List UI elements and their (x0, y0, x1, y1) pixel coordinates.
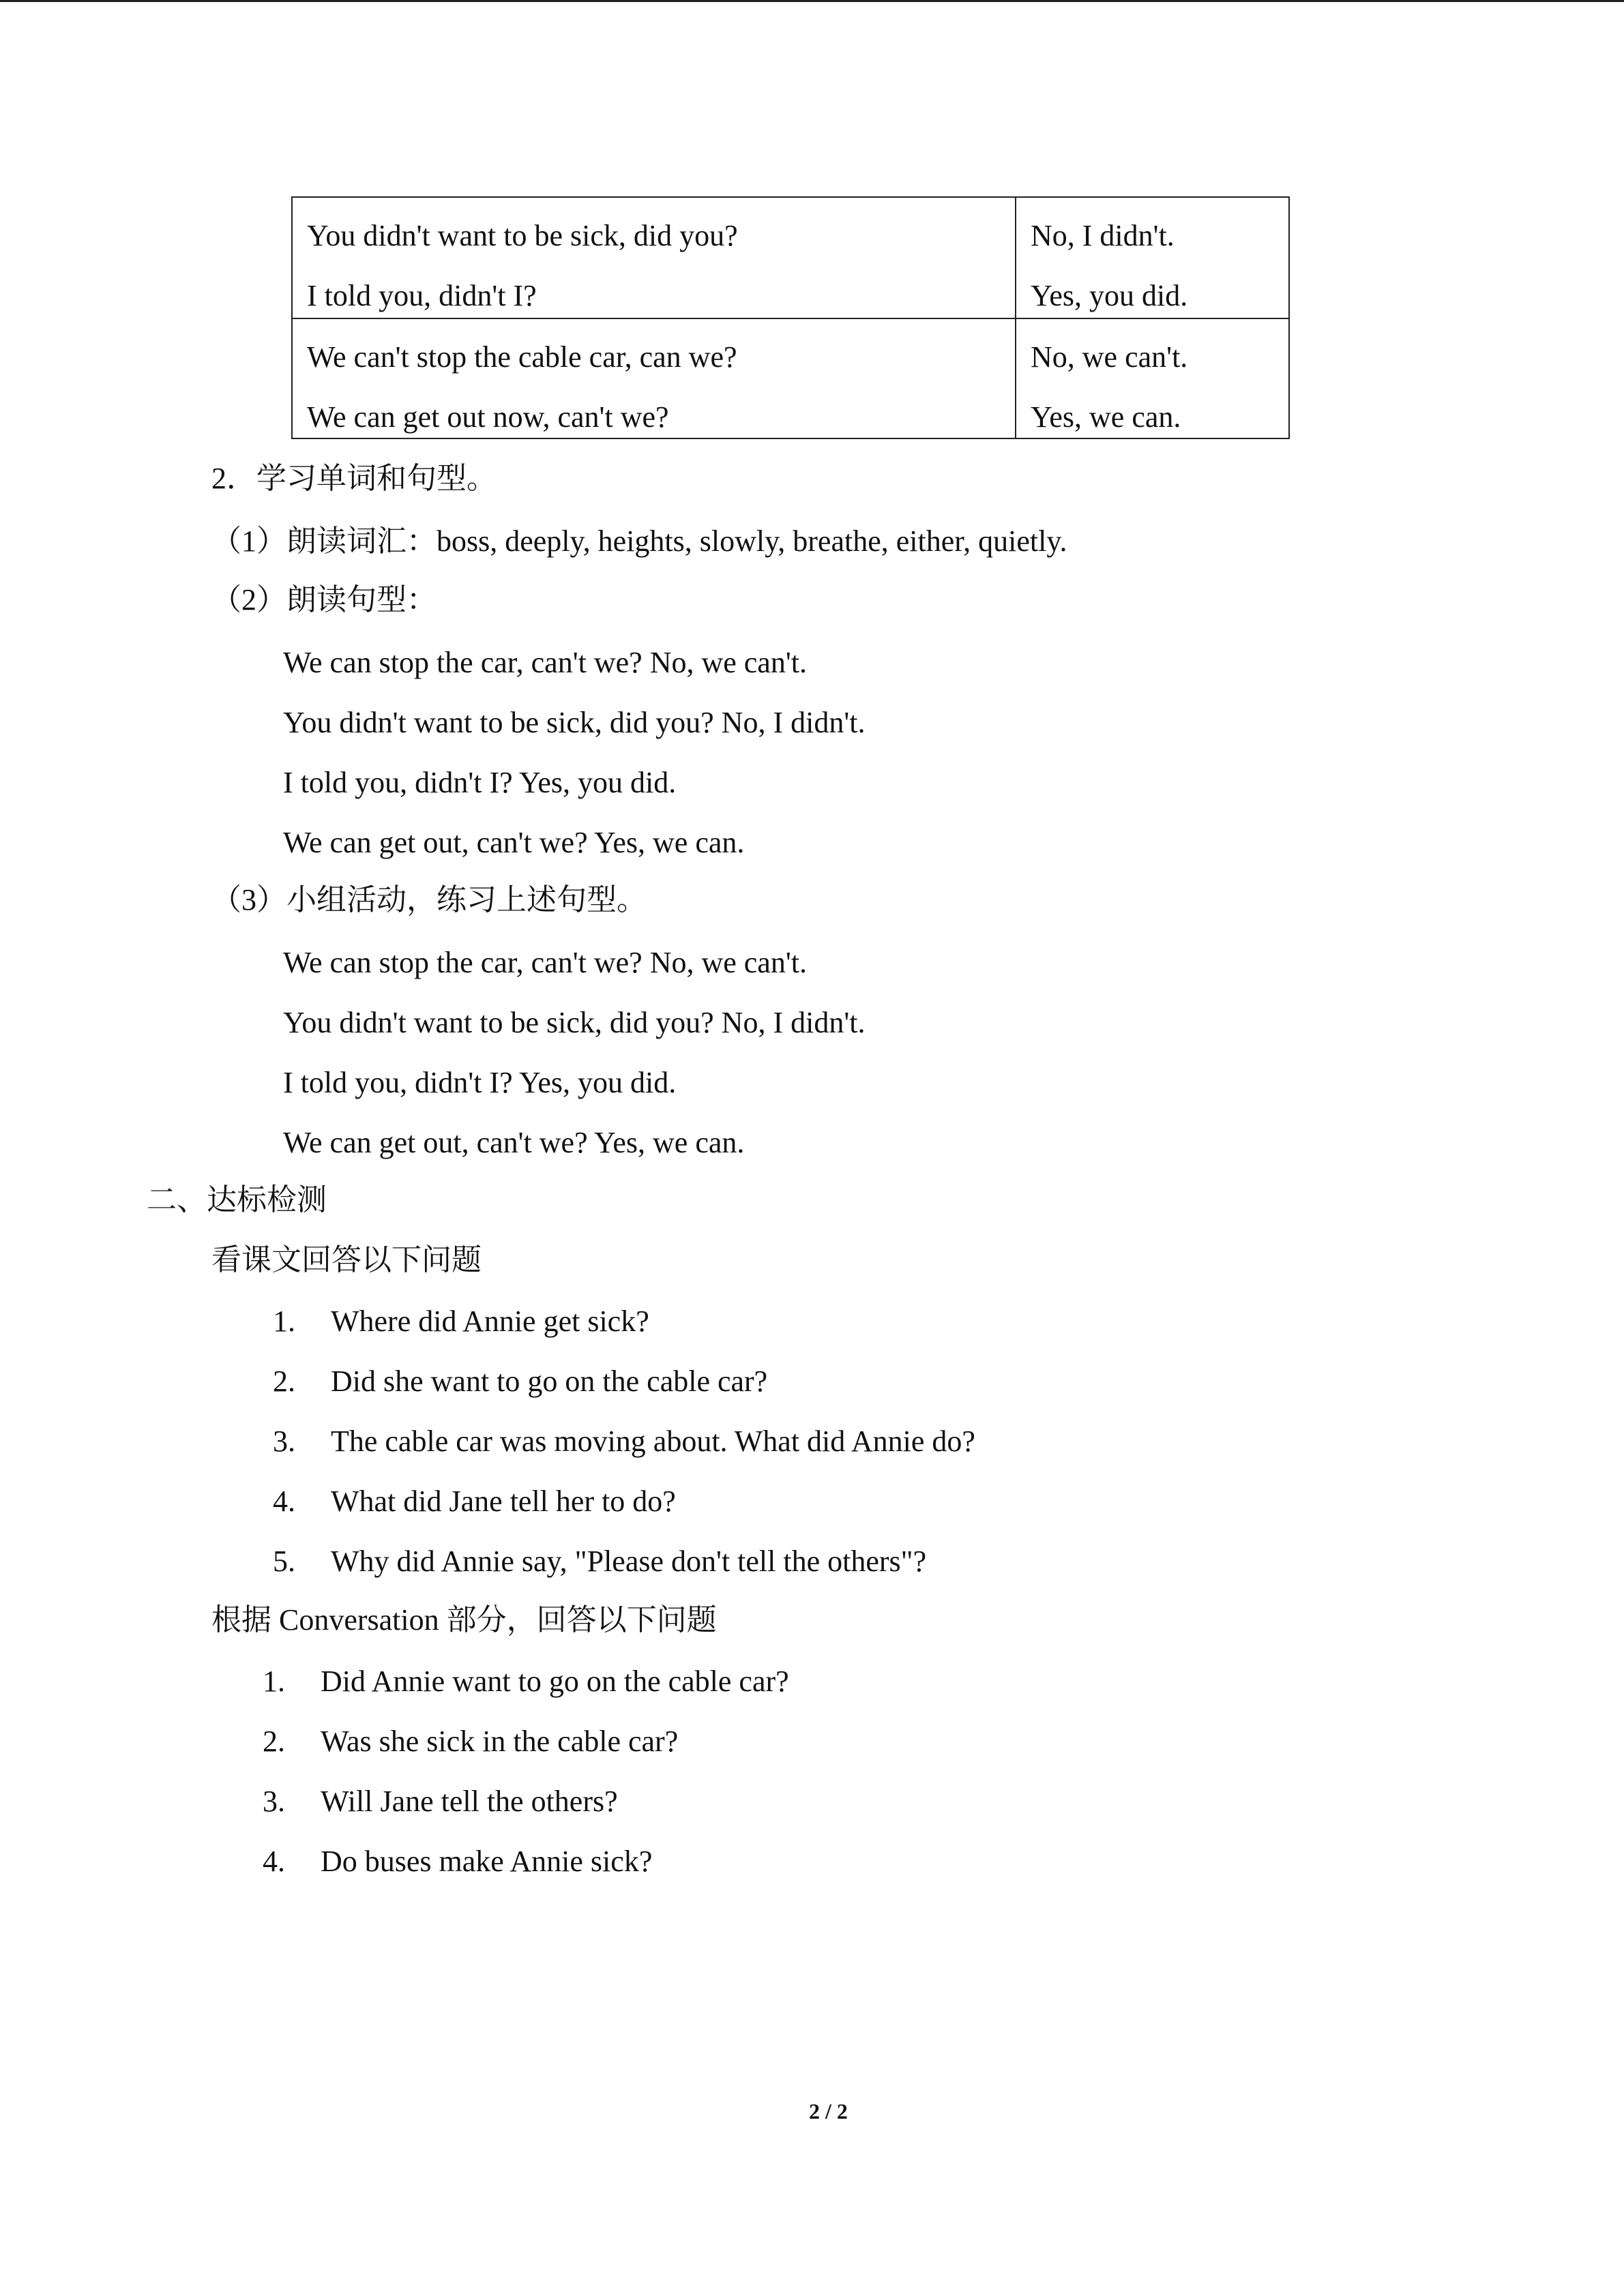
conv-question-1-number: 1. (263, 1665, 285, 1698)
group-activity-heading: （3）小组活动，练习上述句型。 (211, 883, 647, 916)
conv-question-4-number: 4. (263, 1845, 285, 1878)
conv-question-1-text: Did Annie want to go on the cable car? (321, 1665, 789, 1698)
table-row-2-answer-1: No, we can't. (1031, 340, 1188, 374)
question-5-number: 5. (273, 1545, 295, 1578)
group-pattern-line-3: I told you, didn't I? Yes, you did. (283, 1066, 677, 1099)
text-questions-heading: 看课文回答以下问题 (211, 1243, 482, 1277)
vocab-line: （1）朗读词汇：boss, deeply, heights, slowly, breathe, either, quietly. (211, 524, 1067, 558)
question-4-number: 4. (273, 1485, 295, 1518)
table-row-2-question-2: We can get out now, can't we? (307, 400, 669, 434)
page-number: 2 / 2 (809, 2099, 848, 2123)
conv-question-2-text: Was she sick in the cable car? (321, 1725, 679, 1758)
conv-question-2-number: 2. (263, 1725, 285, 1758)
question-5-text: Why did Annie say, "Please don't tell the others"? (331, 1545, 927, 1578)
table-row-2-question-1: We can't stop the cable car, can we? (307, 340, 737, 374)
question-2-text: Did she want to go on the cable car? (331, 1365, 768, 1398)
group-pattern-line-4: We can get out, can't we? Yes, we can. (283, 1126, 745, 1159)
pattern-line-3: I told you, didn't I? Yes, you did. (283, 766, 677, 799)
question-1-number: 1. (273, 1304, 295, 1338)
table-row-1-question-2: I told you, didn't I? (307, 279, 537, 312)
question-3-text: The cable car was moving about. What did Annie do? (331, 1425, 975, 1458)
top-border (0, 0, 1624, 2)
table-divider-horizontal (293, 318, 1288, 319)
question-4-text: What did Jane tell her to do? (331, 1485, 676, 1518)
pattern-line-1: We can stop the car, can't we? No, we can't. (283, 646, 807, 679)
group-pattern-line-2: You didn't want to be sick, did you? No, I didn't. (283, 1006, 866, 1039)
part-2-heading: 二、达标检测 (147, 1183, 327, 1217)
table-row-1-answer-1: No, I didn't. (1031, 219, 1175, 252)
conv-question-3-number: 3. (263, 1785, 285, 1818)
table-row-2-answer-2: Yes, we can. (1031, 400, 1181, 434)
sentence-table (291, 196, 1290, 439)
conv-question-4-text: Do buses make Annie sick? (321, 1845, 653, 1878)
table-row-1-answer-2: Yes, you did. (1031, 279, 1188, 312)
conv-question-3-text: Will Jane tell the others? (321, 1785, 618, 1818)
section-2-heading: 2．学习单词和句型。 (211, 462, 497, 495)
question-3-number: 3. (273, 1425, 295, 1458)
pattern-line-2: You didn't want to be sick, did you? No, I didn't. (283, 706, 866, 739)
conversation-questions-heading: 根据 Conversation 部分，回答以下问题 (211, 1603, 717, 1637)
question-1-text: Where did Annie get sick? (331, 1304, 649, 1338)
table-row-1-question-1: You didn't want to be sick, did you? (307, 219, 738, 252)
group-pattern-line-1: We can stop the car, can't we? No, we can't. (283, 946, 807, 979)
patterns-heading: （2）朗读句型： (211, 583, 437, 616)
question-2-number: 2. (273, 1365, 295, 1398)
pattern-line-4: We can get out, can't we? Yes, we can. (283, 826, 745, 859)
